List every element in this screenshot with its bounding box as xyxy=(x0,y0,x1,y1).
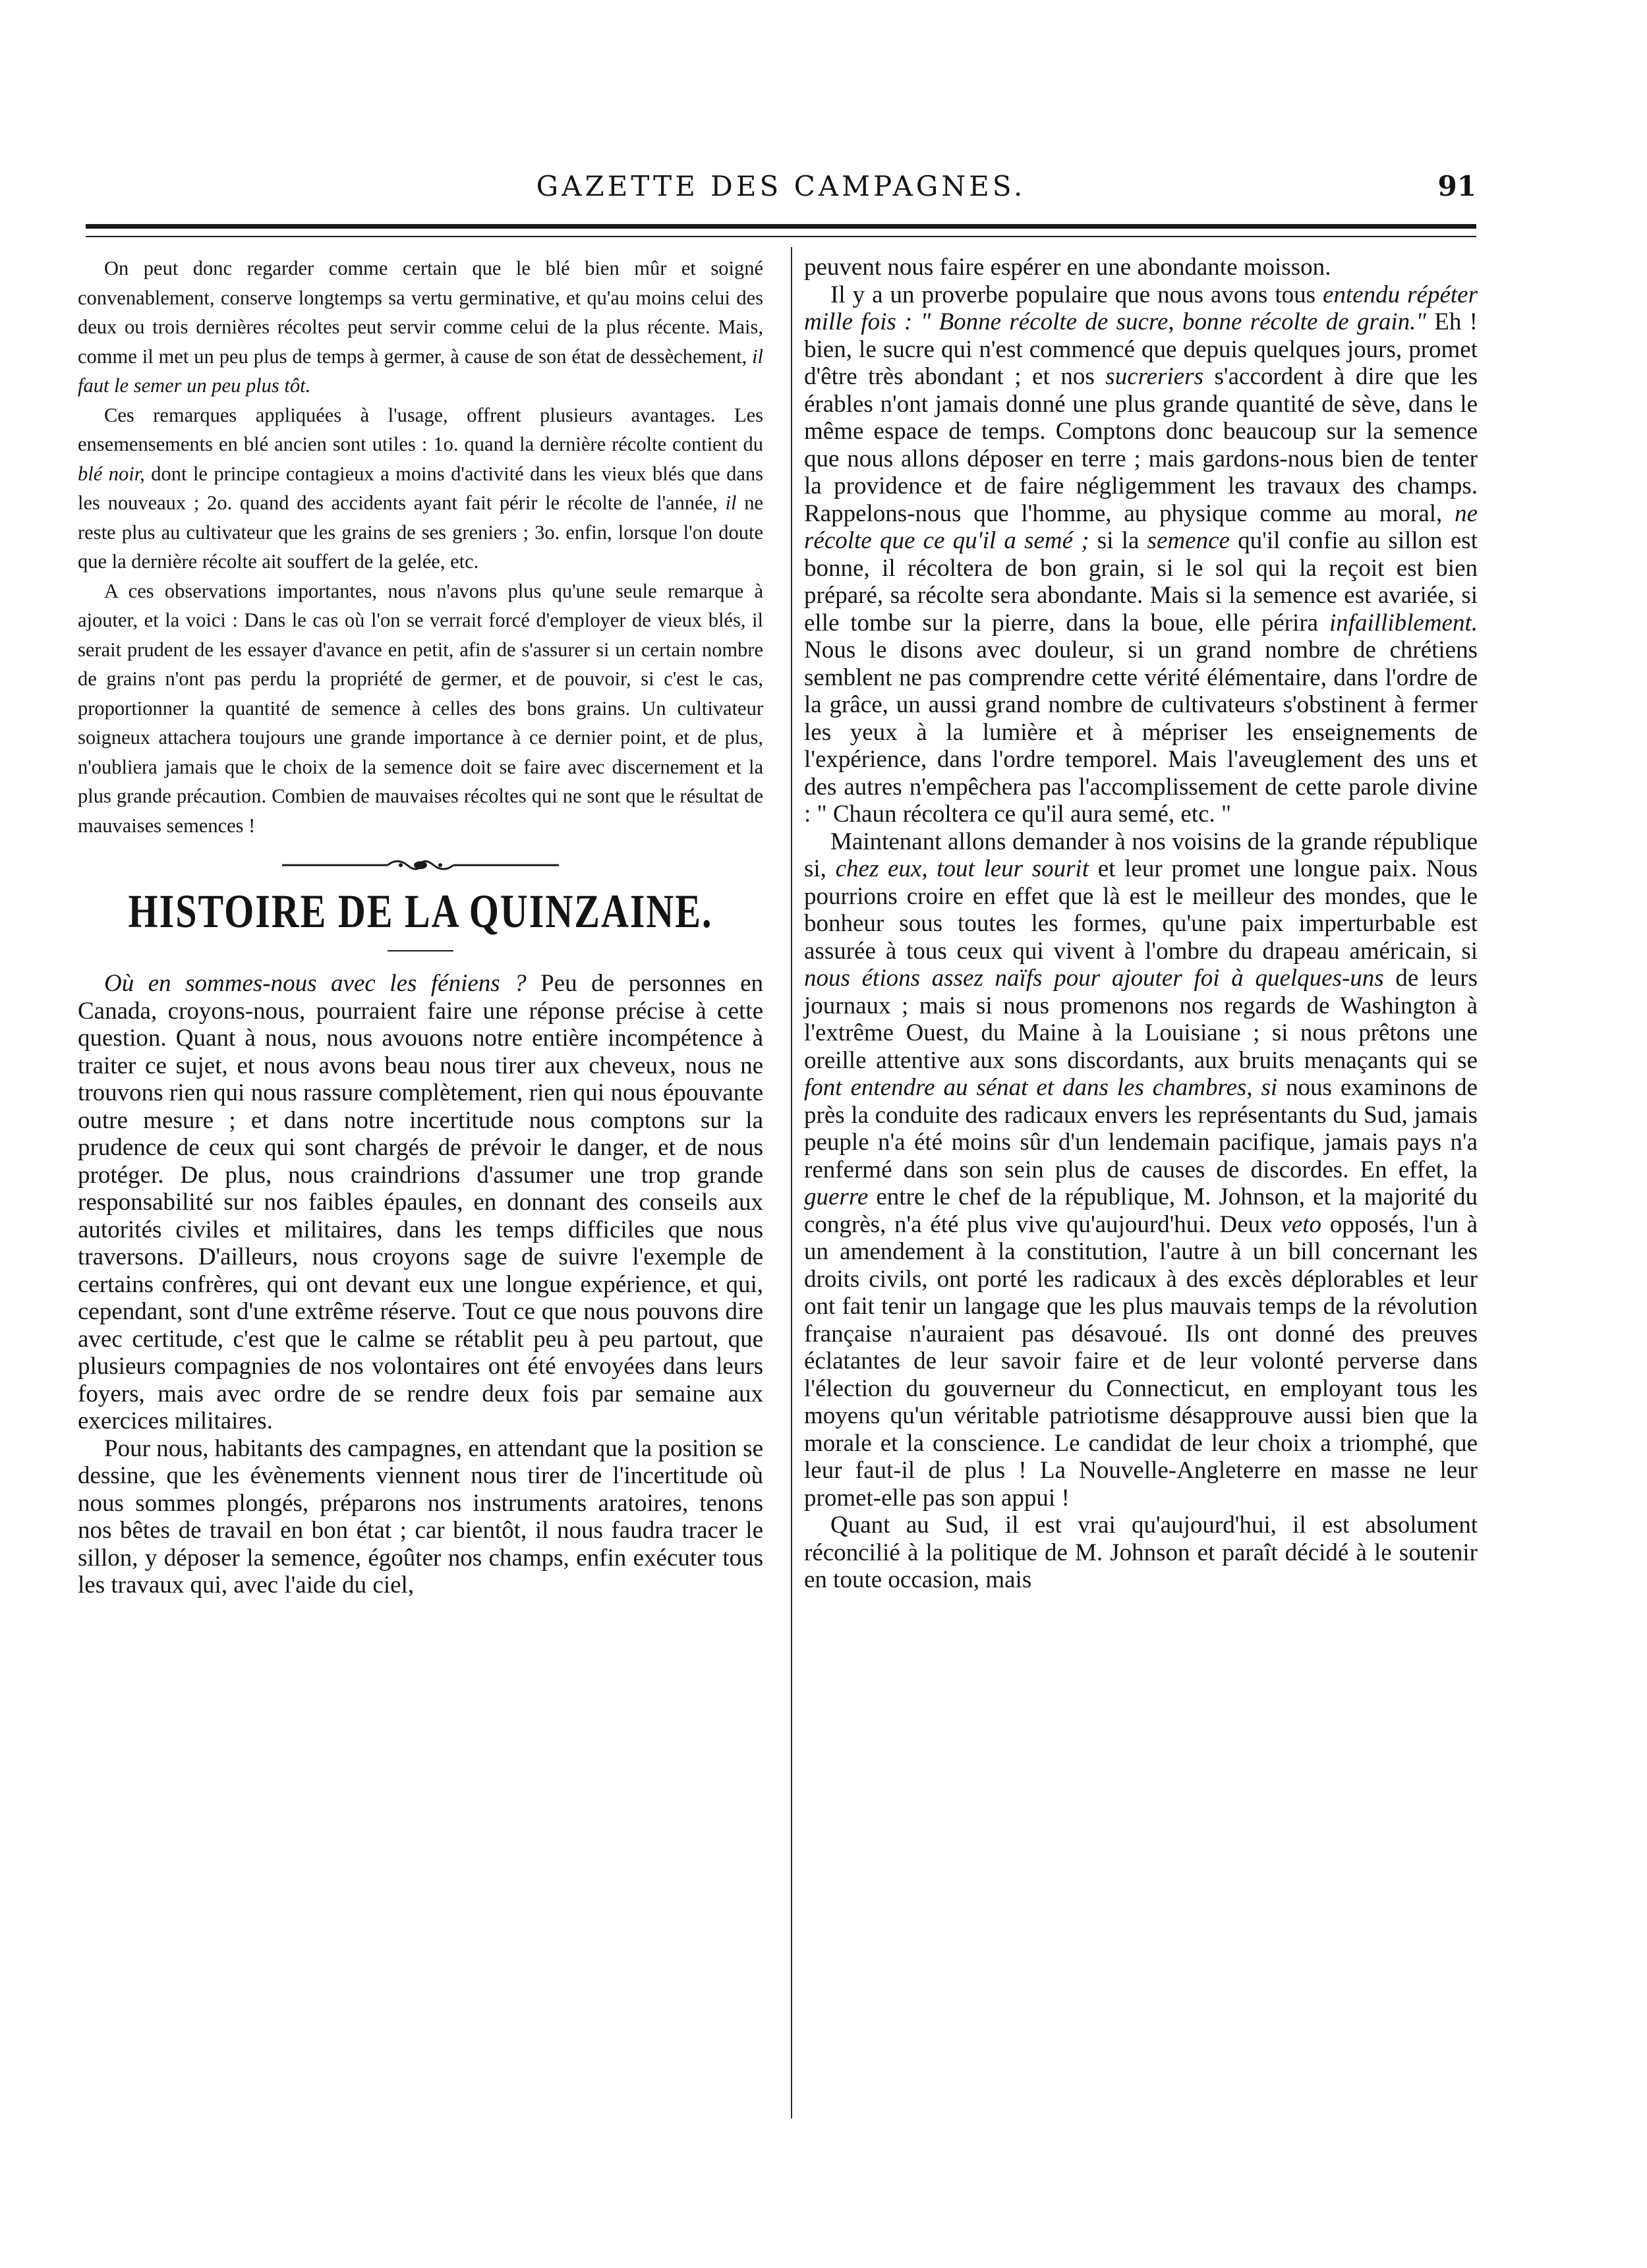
article-paragraph: Où en sommes-nous avec les féniens ? Peu de personnes en Canada, croyons-nous, pourraient faire une réponse précise à cette question. Quant à nous, nous avouons notre entière incompétence à traiter ce sujet, et nous avons beau nous tirer aux cheveux, nous ne trouvons rien qui nous rassure complètement, rien qui nous épouvante outre mesure ; et dans notre incertitude nous comptons sur la prudence de ceux qui sont chargés de prévoir le danger, et de nous protéger. De plus, nous craindrions d'assumer une trop grande responsabilité sur nos faibles épaules, en donnant des conseils aux autorités civiles et militaires, dans les temps difficiles que nous traversons. D'ailleurs, nous croyons sage de suivre l'exemple de certains confrères, qui ont devant eux une longue expérience, et qui, cependant, sont d'une extrême réserve. Tout ce que nous pouvons dire avec certitude, c'est que le calme se rétablit peu à peu partout, que plusieurs compagnies de nos volontaires ont été envoyées dans leurs foyers, mais avec ordre de se rendre deux fois par semaine aux exercices militaires. xyxy=(78,970,763,1434)
header-rule-thick xyxy=(86,224,1476,229)
section-heading: HISTOIRE DE LA QUINZAINE. xyxy=(128,884,713,938)
heading-underline xyxy=(388,950,453,951)
article-paragraph: Maintenant allons demander à nos voisins de la grande république si, chez eux, tout leur sourit et leur promet une longue paix. Nous pourrions croire en effet que là est le meilleur des mondes, que le bonheur sous toutes les formes, qu'une paix imperturbable est assurée à tous ceux qui vivent à l'ombre du drapeau américain, si nous étions assez naïfs pour ajouter foi à quelques-uns de leurs journaux ; mais si nous promenons nos regards de Washington à l'extrême Ouest, du Maine à la Louisiane ; si nous prêtons une oreille attentive aux sons discordants, aux bruits menaçants qui se font entendre au sénat et dans les chambres, si nous examinons de près la conduite des radicaux envers les représentants du Sud, jamais peuple n'a été moins sûr d'un lendemain pacifique, jamais pays n'a renfermé dans son sein plus de causes de discordes. En effet, la guerre entre le chef de la république, M. Johnson, et la majorité du congrès, n'a été plus vive qu'aujourd'hui. Deux veto opposés, l'un à un amendement à la constitution, l'autre à un bill concernant les droits civils, ont porté les radicaux à des excès déplorables et leur ont fait tenir un langage que les plus mauvais temps de la révolution française n'auraient pas désavoué. Ils ont donné des preuves éclatantes de leur savoir faire et de leur volonté perverse dans l'élection du gouverneur du Connecticut, en employant tous les moyens qu'un véritable patriotisme désapprouve aussi bien que la morale et la conscience. Le candidat de leur choix a triomphé, que leur faut-il de plus ! La Nouvelle-Angleterre en masse ne leur promet-elle pas son appui ! xyxy=(804,828,1478,1512)
article-paragraph: On peut donc regarder comme certain que le blé bien mûr et soigné convenablement, conserve longtemps sa vertu germinative, et qu'au moins celui des deux ou trois dernières récoltes peut servir comme celui de la plus récente. Mais, comme il met un peu plus de temps à germer, à cause de son état de dessèchement, il faut le semer un peu plus tôt. xyxy=(78,257,763,397)
page-number: 91 xyxy=(1437,170,1476,202)
publication-title: GAZETTE DES CAMPAGNES. xyxy=(536,170,1026,202)
header-rule-thin xyxy=(86,236,1476,237)
article-paragraph: Il y a un proverbe populaire que nous avons tous entendu répéter mille fois : " Bonne récolte de sucre, bonne récolte de grain." Eh ! bien, le sucre qui n'est commencé que depuis quelques jours, promet d'être très abondant ; et nos sucreriers s'accordent à dire que les érables n'ont jamais donné une plus grande quantité de sève, dans le même espace de temps. Comptons donc beaucoup sur la semence que nous allons déposer en terre ; mais gardons-nous bien de tenter la providence et de faire négligemment les travaux des champs. Rappelons-nous que l'homme, au physique comme au moral, ne récolte que ce qu'il a semé ; si la semence qu'il confie au sillon est bonne, il récoltera de bon grain, si le sol qui la reçoit est bien préparé, sa récolte sera abondante. Mais si la semence est avariée, si elle tombe sur la pierre, dans la boue, elle périra infailliblement. Nous le disons avec douleur, si un grand nombre de chrétiens semblent ne pas comprendre cette vérité élémentaire, dans l'ordre de la grâce, un aussi grand nombre de cultivateurs s'obstinent à fermer les yeux à la lumière et à mépriser les enseignements de l'expérience, dans l'ordre temporel. Mais l'aveuglement des uns et des autres n'empêchera pas l'accomplissement de cette parole divine : " Chaun récoltera ce qu'il aura semé, etc. " xyxy=(804,281,1478,828)
article-paragraph: Quant au Sud, il est vrai qu'aujourd'hui, il est absolument réconcilié à la politique de M. Johnson et paraît décidé à le soutenir en toute occasion, mais xyxy=(804,1512,1478,1593)
column-divider xyxy=(791,247,792,2118)
ornament-divider-icon xyxy=(275,855,565,875)
article-paragraph: A ces observations importantes, nous n'avons plus qu'une seule remarque à ajouter, et la voici : Dans le cas où l'on se verrait forcé d'employer de vieux blés, il serait prudent de les essayer d'avance en petit, afin de s'assurer si un certain nombre de grains n'ont pas perdu la propriété de germer, et de pouvoir, si c'est le cas, proportionner la quantité de semence à celles des bons grains. Un cultivateur soigneux attachera toujours une grande importance à ce dernier point, et de plus, n'oubliera jamais que le choix de la semence doit se faire avec discernement et la plus grande précaution. Combien de mauvaises récoltes qui ne sont que le résultat de mauvaises semences ! xyxy=(78,579,763,837)
left-column xyxy=(78,254,763,1599)
page-header xyxy=(86,170,1476,216)
article-paragraph: Ces remarques appliquées à l'usage, offrent plusieurs avantages. Les ensemensements en blé ancien sont utiles : 1o. quand la dernière récolte contient du blé noir, dont le principe contagieux a moins d'activité dans les vieux blés que dans les nouveaux ; 2o. quand des accidents ayant fait périr le récolte de l'année, il ne reste plus au cultivateur que les grains de ses greniers ; 3o. enfin, lorsque l'on doute que la dernière récolte ait souffert de la gelée, etc. xyxy=(78,403,763,573)
article-paragraph: Pour nous, habitants des campagnes, en attendant que la position se dessine, que les évènements viennent nous tirer de l'incertitude où nous sommes plongés, préparons nos instruments aratoires, tenons nos bêtes de travail en bon état ; car bientôt, il nous faudra tracer le sillon, y déposer la semence, égoûter nos champs, enfin exécuter tous les travaux qui, avec l'aide du ciel, xyxy=(78,1434,763,1599)
article-paragraph: peuvent nous faire espérer en une abondante moisson. xyxy=(804,254,1331,281)
right-column xyxy=(804,254,1478,1594)
section-ornament xyxy=(78,845,763,885)
